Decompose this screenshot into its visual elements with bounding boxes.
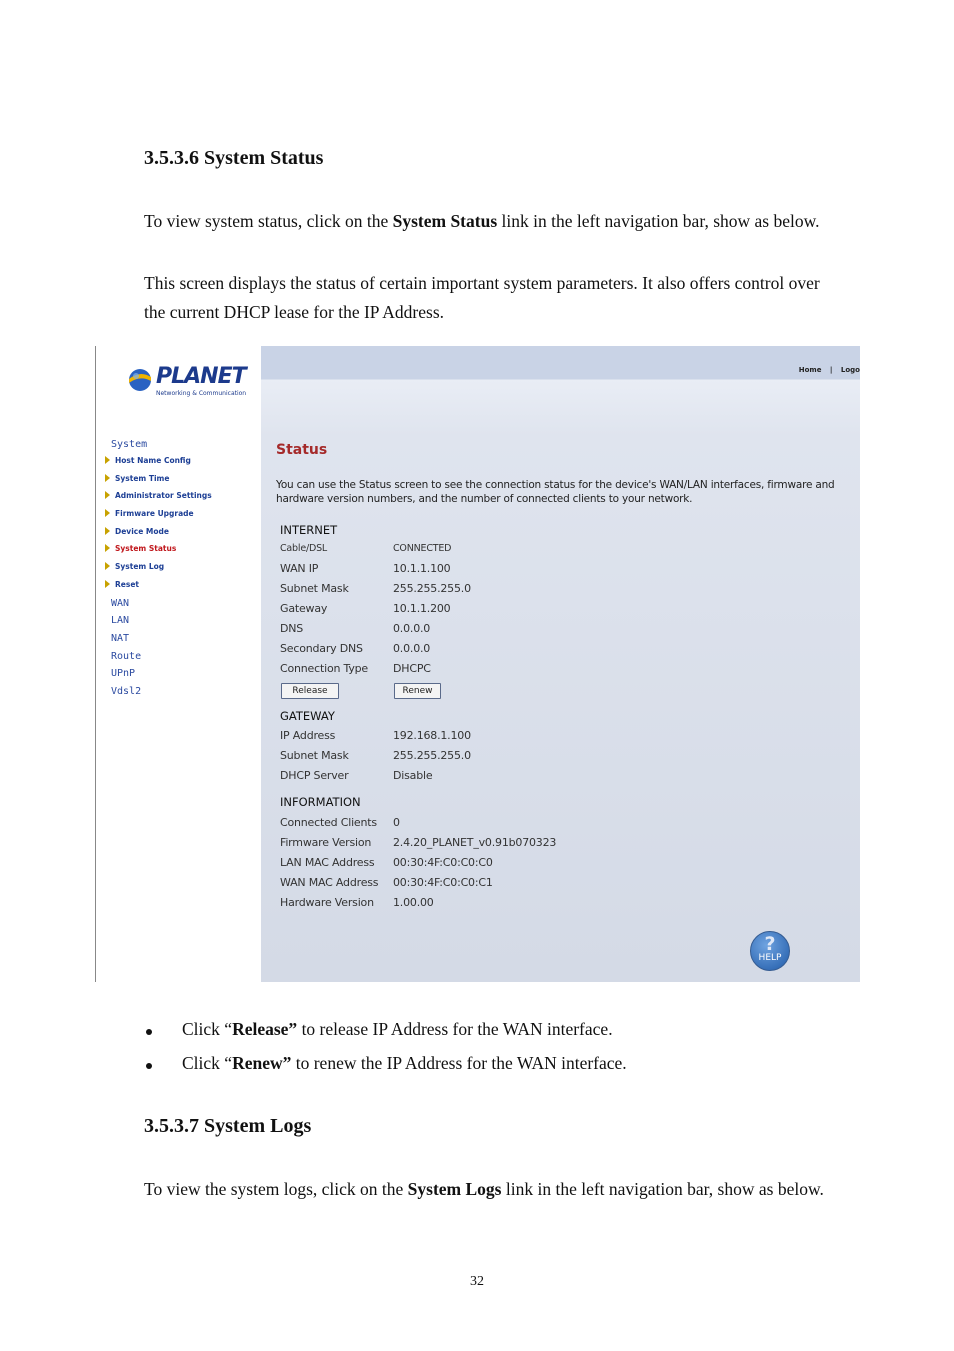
secondary-dns-value: 0.0.0.0 xyxy=(393,642,431,655)
description-paragraph: This screen displays the status of certain important system parameters. It also offers control over the current DHCP lease for the IP Address. xyxy=(144,273,820,322)
intro-text-bold: System Status xyxy=(392,211,498,231)
nav-system-time[interactable]: System Time xyxy=(105,474,169,483)
nav-nat[interactable]: NAT xyxy=(111,633,130,644)
triangle-icon xyxy=(105,491,110,499)
help-label: HELP xyxy=(758,953,782,963)
intro-paragraph xyxy=(144,207,824,236)
subnet-mask-label: Subnet Mask xyxy=(280,582,349,595)
firmware-version-value: 2.4.20_PLANET_v0.91b070323 xyxy=(393,836,557,849)
nav-system-title[interactable]: System xyxy=(111,439,148,450)
triangle-icon xyxy=(105,544,110,552)
logo-wordmark: PLANET xyxy=(156,364,246,389)
wan-ip-label: WAN IP xyxy=(280,562,319,575)
triangle-icon xyxy=(105,456,110,464)
connection-type-value: DHCPC xyxy=(393,662,431,675)
gateway-heading: GATEWAY xyxy=(280,709,335,723)
dns-value: 0.0.0.0 xyxy=(393,622,431,635)
nav-wan[interactable]: WAN xyxy=(111,598,130,609)
status-description: You can use the Status screen to see the connection status for the device's WAN/LAN interfaces, firmware and hardware version numbers, and the number of connected clients to your network. xyxy=(276,479,835,505)
page-number: 32 xyxy=(470,1274,484,1289)
home-link[interactable]: Home xyxy=(798,366,822,374)
logout-link[interactable]: Logo xyxy=(840,366,860,374)
bullet-release: Click “Release” to release IP Address for the WAN interface. xyxy=(182,1019,613,1039)
gw-ip-address-label: IP Address xyxy=(280,729,336,742)
gw-subnet-mask-label: Subnet Mask xyxy=(280,749,349,762)
nav-vdsl2[interactable]: Vdsl2 xyxy=(111,686,142,697)
topnav-separator: | xyxy=(829,366,833,374)
wan-ip-value: 10.1.1.100 xyxy=(393,562,451,575)
cable-dsl-value: CONNECTED xyxy=(393,543,452,554)
system-logs-paragraph: To view the system logs, click on the System Logs link in the left navigation bar, show as below. xyxy=(144,1179,824,1199)
internet-heading: INTERNET xyxy=(280,523,338,537)
triangle-icon xyxy=(105,527,110,535)
bullet-dot xyxy=(146,1063,152,1069)
wan-mac-label: WAN MAC Address xyxy=(280,876,379,889)
logo-tagline: Networking & Communication xyxy=(156,390,247,397)
nav-lan[interactable]: LAN xyxy=(111,615,130,626)
hardware-version-value: 1.00.00 xyxy=(393,896,434,909)
section-heading-system-logs: 3.5.3.7 System Logs xyxy=(144,1115,312,1137)
firmware-version-label: Firmware Version xyxy=(280,836,372,849)
dns-label: DNS xyxy=(280,622,304,635)
triangle-icon xyxy=(105,509,110,517)
section-heading-system-status: 3.5.3.6 System Status xyxy=(144,147,324,169)
status-panel xyxy=(261,346,860,982)
connected-clients-value: 0 xyxy=(393,816,400,829)
subnet-mask-value: 255.255.255.0 xyxy=(393,582,471,595)
nav-host-name-config[interactable]: Host Name Config xyxy=(105,456,191,465)
nav-upnp[interactable]: UPnP xyxy=(111,668,136,679)
gateway-value: 10.1.1.200 xyxy=(393,602,451,615)
nav-device-mode[interactable]: Device Mode xyxy=(105,527,169,536)
lan-mac-label: LAN MAC Address xyxy=(280,856,375,869)
top-navigation xyxy=(799,366,860,374)
globe-icon xyxy=(126,366,154,394)
bullet-dot xyxy=(146,1029,152,1035)
dhcp-server-value: Disable xyxy=(393,769,433,782)
nav-route[interactable]: Route xyxy=(111,651,142,662)
intro-text-pre: To view system status, click on the xyxy=(144,211,393,231)
connected-clients-label: Connected Clients xyxy=(280,816,377,829)
gw-ip-address-value: 192.168.1.100 xyxy=(393,729,471,742)
left-navigation xyxy=(96,346,260,982)
release-button[interactable]: Release xyxy=(281,683,339,699)
status-screenshot xyxy=(95,346,860,982)
wan-mac-value: 00:30:4F:C0:C0:C1 xyxy=(393,876,493,889)
hardware-version-label: Hardware Version xyxy=(280,896,374,909)
gateway-label: Gateway xyxy=(280,602,328,615)
triangle-icon xyxy=(105,562,110,570)
renew-button[interactable]: Renew xyxy=(394,683,441,699)
gw-subnet-mask-value: 255.255.255.0 xyxy=(393,749,471,762)
status-title: Status xyxy=(276,442,328,458)
dhcp-server-label: DHCP Server xyxy=(280,769,349,782)
nav-firmware-upgrade[interactable]: Firmware Upgrade xyxy=(105,509,194,518)
lan-mac-value: 00:30:4F:C0:C0:C0 xyxy=(393,856,493,869)
cable-dsl-label: Cable/DSL xyxy=(280,543,328,554)
connection-type-label: Connection Type xyxy=(280,662,369,675)
bullet-renew: Click “Renew” to renew the IP Address for the WAN interface. xyxy=(182,1053,627,1073)
information-heading: INFORMATION xyxy=(280,795,361,809)
nav-system-status[interactable]: System Status xyxy=(105,544,176,553)
help-button[interactable] xyxy=(750,931,790,971)
secondary-dns-label: Secondary DNS xyxy=(280,642,363,655)
help-question-icon: ? xyxy=(764,933,776,955)
triangle-icon xyxy=(105,580,110,588)
intro-text-post: link in the left navigation bar, show as below. xyxy=(497,211,820,231)
nav-administrator-settings[interactable]: Administrator Settings xyxy=(105,491,212,500)
nav-reset[interactable]: Reset xyxy=(105,580,139,589)
triangle-icon xyxy=(105,474,110,482)
nav-system-log[interactable]: System Log xyxy=(105,562,164,571)
